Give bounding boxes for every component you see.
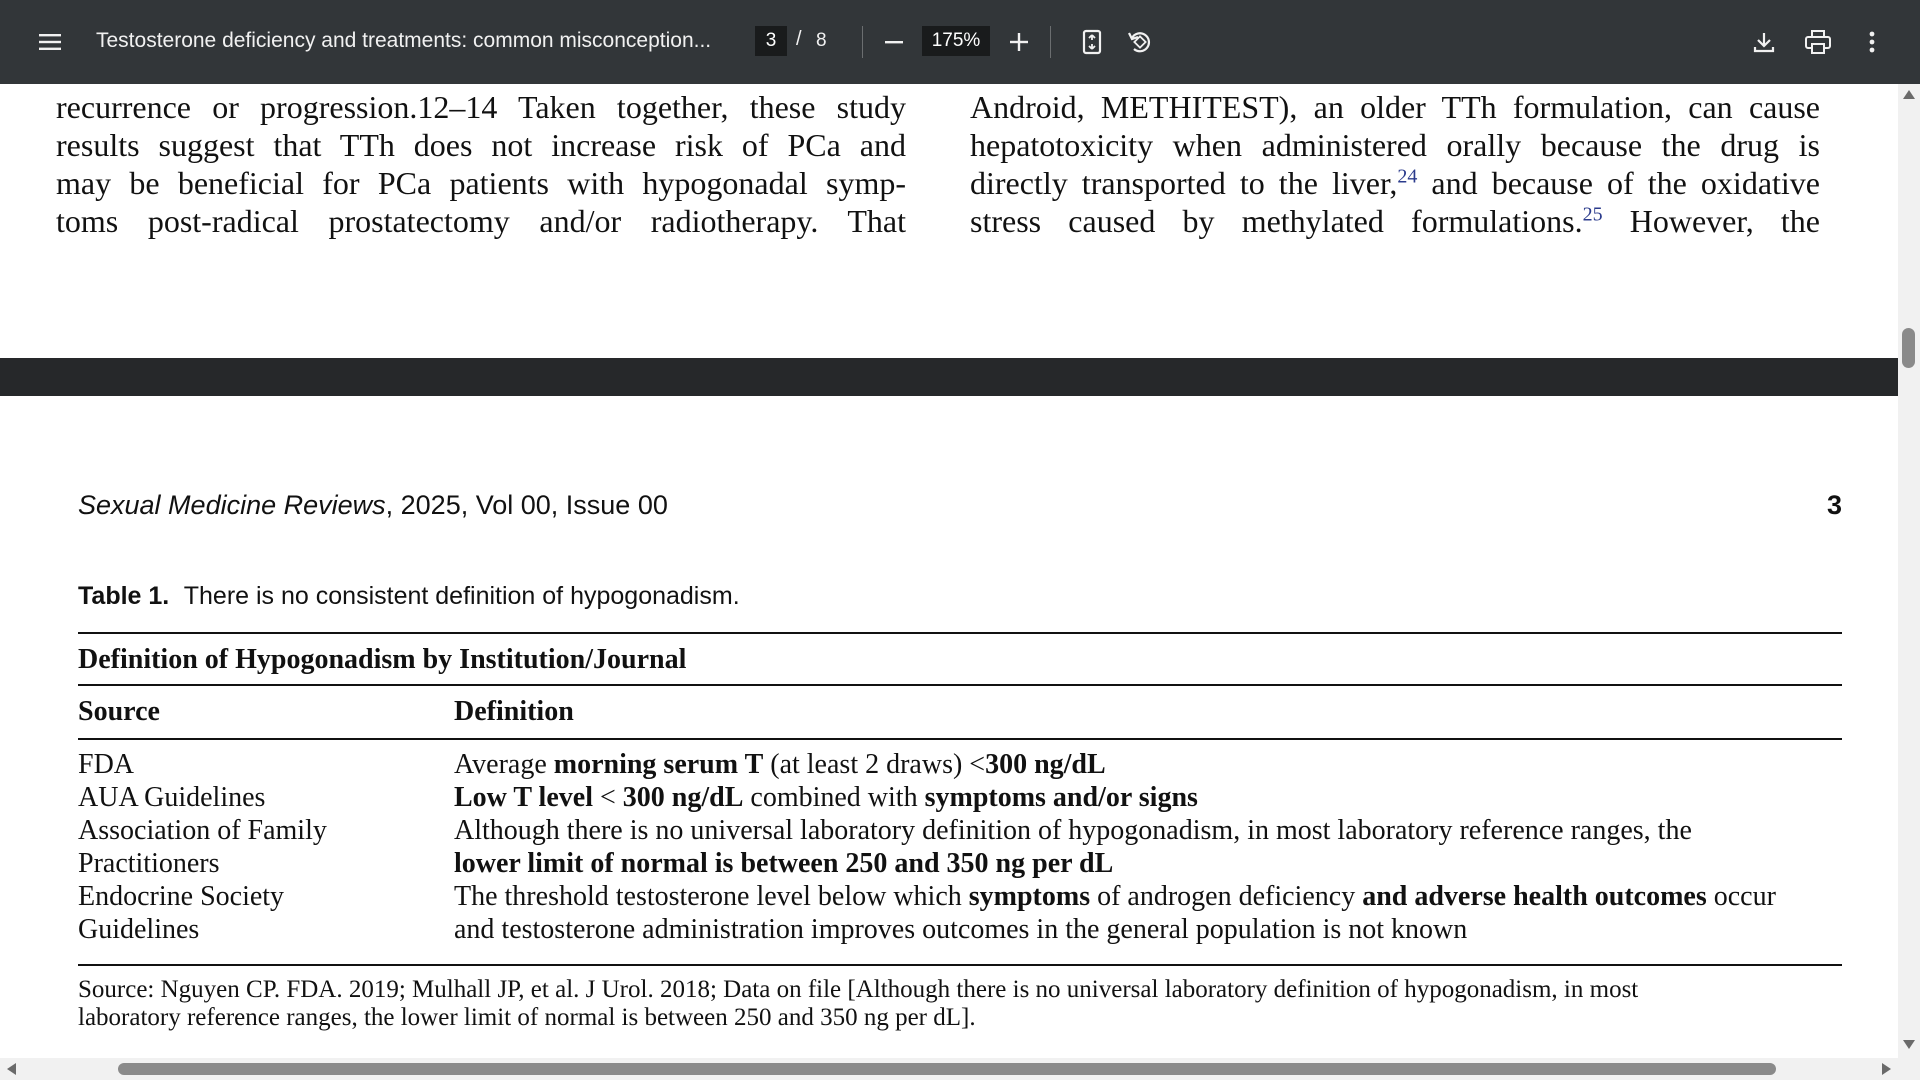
text-line: hepatotoxicity when administered orally because the drug is [970,127,1820,163]
fit-page-icon[interactable] [1072,22,1112,62]
column-header-source: Source [78,696,160,727]
right-text-column [970,88,1820,240]
text-line: recurrence or progression.12–14 Taken together, these study [56,89,906,125]
table-heading: Definition of Hypogonadism by Institution/Journal [78,644,687,675]
source-aafp: Association of Family Practitioners [78,815,327,879]
citation-link[interactable]: 25 [1582,203,1603,226]
scroll-up-icon[interactable] [1903,90,1915,99]
horizontal-scrollbar-thumb[interactable] [118,1063,1776,1075]
page-total: 8 [816,30,827,51]
citation-link[interactable]: 24 [1397,165,1418,188]
pdf-page-current [0,396,1898,1080]
definition-aua: Low T level < 300 ng/dL combined with symptoms and/or signs [454,782,1198,813]
text-line: toms post-radical prostatectomy and/or radiotherapy. That [56,203,906,239]
table-rule [78,684,1842,686]
source-endocrine-society: Endocrine Society Guidelines [78,881,285,945]
page-gap [0,358,1898,396]
table-header-rule [78,738,1842,740]
toolbar-divider [1050,26,1051,58]
download-icon[interactable] [1744,22,1784,62]
menu-icon[interactable] [30,22,70,62]
page-number-label: 3 [1826,490,1842,520]
scroll-right-icon[interactable] [1882,1063,1891,1075]
table-caption: Table 1. There is no consistent definition of hypogonadism. [78,582,740,610]
zoom-level-input[interactable]: 175% [922,26,990,56]
document-viewer[interactable] [0,84,1898,1080]
rotate-icon[interactable] [1120,22,1160,62]
text-line: may be beneficial for PCa patients with hypogonadal symp- [56,165,906,201]
pdf-page-previous [0,84,1898,358]
left-text-column [56,88,906,240]
pdf-toolbar [0,0,1920,84]
scroll-down-icon[interactable] [1903,1040,1915,1049]
document-title: Testosterone deficiency and treatments: common misconception... [96,29,712,52]
table-footnote: Source: Nguyen CP. FDA. 2019; Mulhall JP, et al. J Urol. 2018; Data on file [Although there is no universal laboratory definition of hypogonadism, in most laboratory reference ranges, the lower limit of normal is between 250 and 350 ng per dL]. [78,976,1639,1031]
definition-aafp: Although there is no universal laboratory definition of hypogonadism, in most laboratory reference ranges, the lower limit of normal is between 250 and 350 ng per dL [454,815,1692,879]
table-bottom-rule [78,964,1842,966]
text-line: results suggest that TTh does not increase risk of PCa and [56,127,906,163]
more-options-icon[interactable] [1852,22,1892,62]
page-number-input[interactable]: 3 [755,26,787,56]
vertical-scrollbar[interactable] [1898,84,1920,1080]
journal-header: Sexual Medicine Reviews, 2025, Vol 00, Issue 00 [78,490,668,520]
text-line: directly transported to the liver,$^{24}$ and because of the oxidative [970,165,1821,201]
definition-endocrine-society: The threshold testosterone level below which symptoms of androgen deficiency and adverse health outcomes occur and testosterone administration improves outcomes in the general population is not known [454,881,1776,945]
vertical-scrollbar-thumb[interactable] [1902,328,1915,368]
definition-fda: Average morning serum T (at least 2 draws) <300 ng/dL [454,749,1106,780]
text-line: Android, METHITEST), an older TTh formulation, can cause [970,89,1820,125]
source-fda: FDA [78,749,135,780]
zoom-in-icon[interactable] [1000,22,1038,62]
text-line: stress caused by methylated formulations.$^{25}$ However, the [970,203,1820,239]
zoom-out-icon[interactable] [876,22,912,62]
toolbar-divider [862,26,863,58]
column-header-definition: Definition [454,696,574,727]
scroll-left-icon[interactable] [7,1063,16,1075]
print-icon[interactable] [1798,22,1838,62]
page-separator: / [796,28,802,50]
table-top-rule [78,632,1842,634]
source-aua: AUA Guidelines [78,782,266,813]
